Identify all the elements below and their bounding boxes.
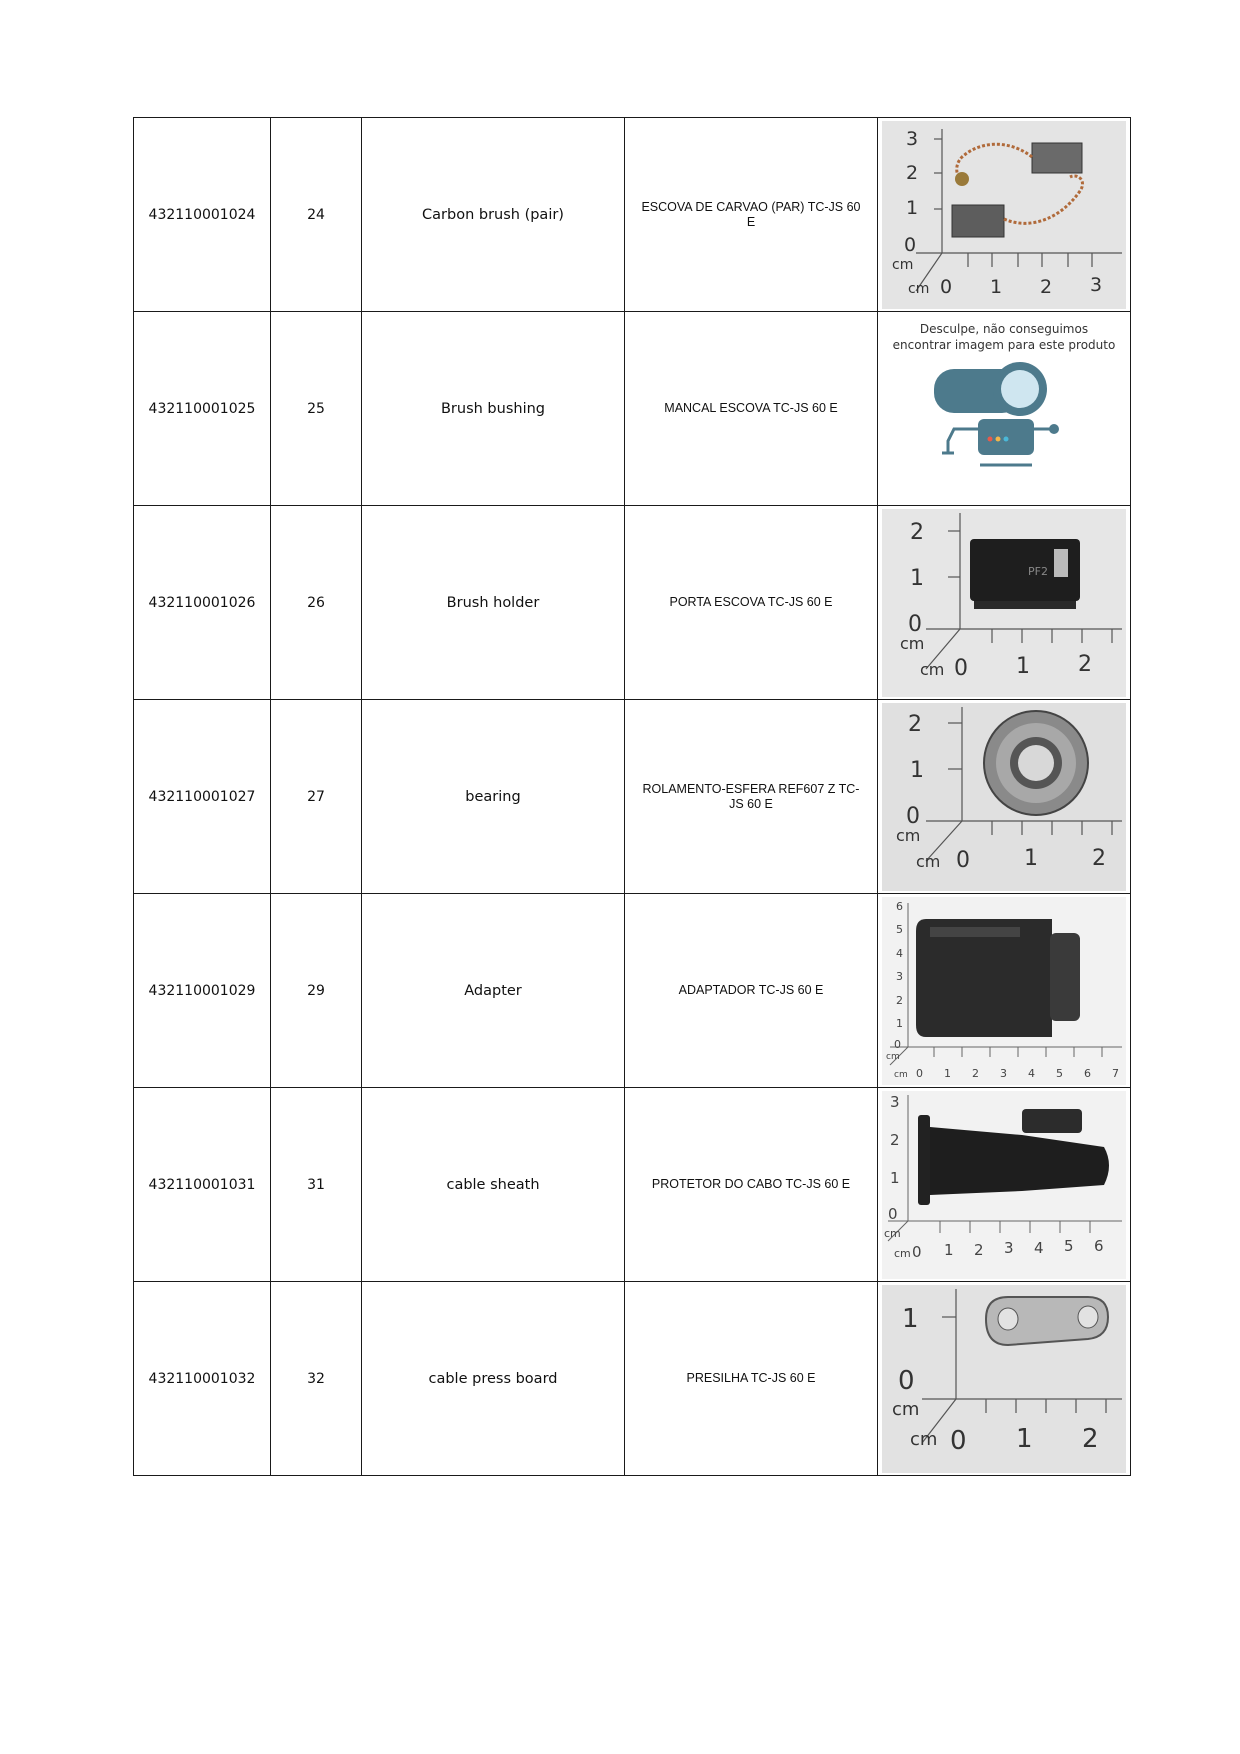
ruler-unit: cm [892,256,914,273]
ruler-tick-label: 1 [990,275,1003,298]
ruler-tick-label: 2 [896,993,903,1007]
ruler-tick-label: 5 [1064,1236,1074,1255]
position-number: 25 [271,312,362,506]
ruler-tick-label: 2 [974,1240,984,1259]
ruler-tick-label: 5 [896,922,903,936]
bearing-image [882,703,1126,891]
part-code: 432110001024 [134,118,271,312]
ruler-tick-label: 0 [898,1365,915,1396]
ruler-tick-label: 7 [1112,1066,1119,1080]
ruler-unit: cm [900,633,925,653]
ruler-tick-label: 0 [954,655,968,681]
ruler-tick-label: 1 [902,1303,919,1334]
part-code: 432110001026 [134,506,271,700]
part-name-en: Carbon brush (pair) [362,118,625,312]
ruler-unit: cm [894,1246,911,1260]
ruler-tick-label: 1 [944,1240,954,1259]
cable-press-board-photo [878,1282,1131,1476]
cable-press-board-image [882,1285,1126,1473]
ruler-tick-label: 0 [904,233,917,256]
ruler-unit: cm [908,280,930,297]
ruler-tick-label: 4 [896,946,903,960]
table-row [134,1088,1131,1282]
ruler-tick-label: 2 [1040,275,1053,298]
position-number: 31 [271,1088,362,1282]
ruler-tick-label: 2 [1078,651,1092,677]
no-image-robot-icon [882,315,1126,503]
ruler-tick-label: 1 [910,757,924,783]
part-name-pt: ESCOVA DE CARVAO (PAR) TC-JS 60 E [625,118,878,312]
ruler-tick-label: 0 [888,1204,898,1223]
ruler-tick-label: 0 [950,1425,967,1456]
ruler-tick-label: 3 [906,127,919,150]
table-row [134,700,1131,894]
position-number: 32 [271,1282,362,1476]
ruler-unit: cm [896,825,921,845]
part-name-pt: ADAPTADOR TC-JS 60 E [625,894,878,1088]
ruler-tick-label: 0 [908,611,922,637]
brush-holder-image [882,509,1126,697]
part-code: 432110001029 [134,894,271,1088]
part-code: 432110001032 [134,1282,271,1476]
ruler-tick-label: 2 [1082,1423,1099,1454]
table-row [134,894,1131,1088]
part-name-en: cable press board [362,1282,625,1476]
part-name-pt: MANCAL ESCOVA TC-JS 60 E [625,312,878,506]
ruler-tick-label: 0 [894,1037,901,1051]
part-name-pt: PROTETOR DO CABO TC-JS 60 E [625,1088,878,1282]
part-code: 432110001025 [134,312,271,506]
table-row [134,1282,1131,1476]
part-name-en: Brush bushing [362,312,625,506]
ruler-unit: cm [920,659,945,679]
ruler-tick-label: 6 [1084,1066,1091,1080]
ruler-tick-label: 1 [1024,845,1038,871]
ruler-tick-label: 3 [896,969,903,983]
no-image-message-line1: Desculpe, não conseguimos [919,321,1089,336]
ruler-tick-label: 1 [890,1168,900,1187]
cable-sheath-image [882,1091,1126,1279]
position-number: 24 [271,118,362,312]
ruler-tick-label: 0 [916,1066,923,1080]
ruler-tick-label: 2 [910,519,924,545]
ruler-unit: cm [916,851,941,871]
ruler-tick-label: 2 [890,1130,900,1149]
ruler-unit: cm [892,1398,920,1420]
ruler-tick-label: 3 [1090,273,1103,296]
ruler-tick-label: 1 [944,1066,951,1080]
ruler-tick-label: 2 [906,161,919,184]
ruler-tick-label: 2 [908,711,922,737]
part-name-en: Brush holder [362,506,625,700]
ruler-unit: cm [886,1051,900,1062]
ruler-tick-label: 5 [1056,1066,1063,1080]
brush-holder-photo [878,506,1131,700]
position-number: 29 [271,894,362,1088]
position-number: 26 [271,506,362,700]
ruler-tick-label: 0 [906,803,920,829]
ruler-tick-label: 1 [896,1016,903,1030]
no-image-placeholder [878,312,1131,506]
part-name-en: Adapter [362,894,625,1088]
part-name-pt: ROLAMENTO-ESFERA REF607 Z TC-JS 60 E [625,700,878,894]
ruler-tick-label: 1 [1016,653,1030,679]
ruler-tick-label: 1 [1016,1423,1033,1454]
ruler-unit: cm [894,1069,908,1080]
carbon-brush-image [882,121,1126,309]
ruler-tick-label: 2 [972,1066,979,1080]
table-row [134,118,1131,312]
carbon-brush-photo [878,118,1131,312]
ruler-tick-label: 6 [896,899,903,913]
ruler-tick-label: 0 [940,275,953,298]
ruler-unit: cm [910,1428,938,1450]
part-name-pt: PRESILHA TC-JS 60 E [625,1282,878,1476]
part-name-en: bearing [362,700,625,894]
ruler-tick-label: 3 [1000,1066,1007,1080]
ruler-tick-label: 3 [1004,1238,1014,1257]
part-code: 432110001031 [134,1088,271,1282]
adapter-photo [878,894,1131,1088]
parts-table [133,117,1131,1476]
ruler-tick-label: 4 [1034,1238,1044,1257]
ruler-tick-label: 1 [910,565,924,591]
ruler-tick-label: 1 [906,196,919,219]
ruler-tick-label: 2 [1092,845,1106,871]
bearing-photo [878,700,1131,894]
ruler-tick-label: 6 [1094,1236,1104,1255]
part-name-pt: PORTA ESCOVA TC-JS 60 E [625,506,878,700]
adapter-image [882,897,1126,1085]
table-row [134,312,1131,506]
ruler-tick-label: 3 [890,1092,900,1111]
position-number: 27 [271,700,362,894]
ruler-unit: cm [884,1226,901,1240]
no-image-message-line2: encontrar imagem para este produto [892,337,1116,352]
part-marking: PF2 [1028,564,1048,578]
part-name-en: cable sheath [362,1088,625,1282]
cable-sheath-photo [878,1088,1131,1282]
ruler-tick-label: 0 [912,1242,922,1261]
table-row [134,506,1131,700]
ruler-tick-label: 0 [956,847,970,873]
part-code: 432110001027 [134,700,271,894]
ruler-tick-label: 4 [1028,1066,1035,1080]
